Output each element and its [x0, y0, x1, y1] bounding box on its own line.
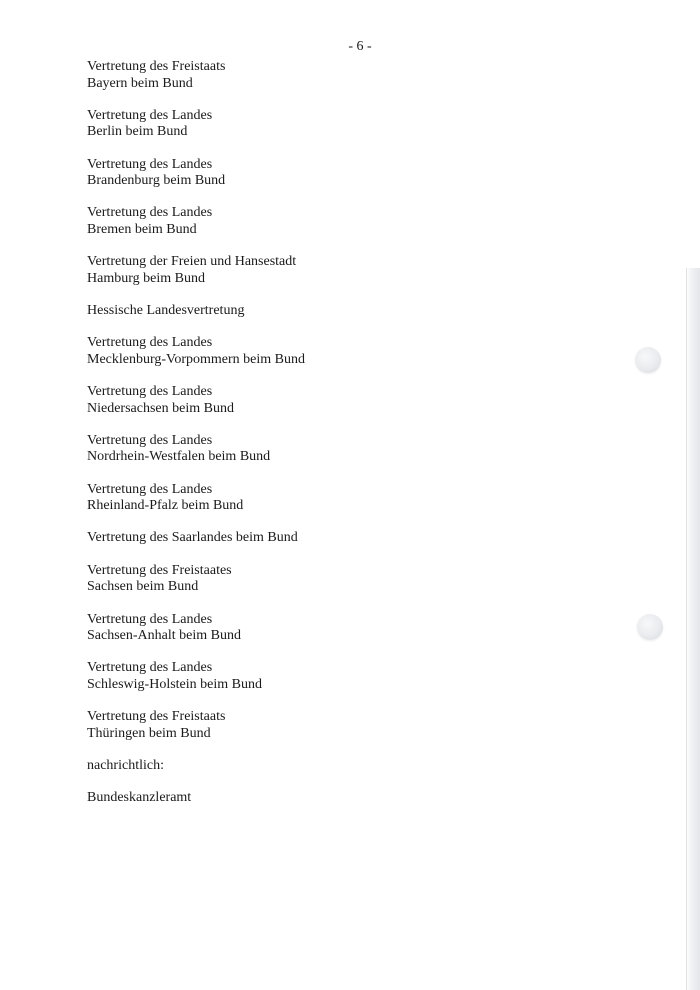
address-entry: [87, 205, 567, 238]
address-entry: [87, 303, 567, 320]
address-line: Vertretung des Landes: [87, 205, 213, 221]
address-entry: [87, 482, 567, 515]
address-line: Schleswig-Holstein beim Bund: [87, 676, 262, 692]
address-line: Nordrhein-Westfalen beim Bund: [87, 449, 271, 465]
address-line: Hessische Landesvertretung: [87, 302, 245, 318]
address-entry: [87, 530, 567, 547]
address-entry: [87, 563, 567, 596]
address-line: Rheinland-Pfalz beim Bund: [87, 498, 244, 514]
address-line: Bundeskanzleramt: [87, 790, 192, 806]
address-line: Vertretung des Saarlandes beim Bund: [87, 530, 298, 546]
address-entry: [87, 335, 567, 368]
address-entry: [87, 612, 567, 645]
address-line: Vertretung der Freien und Hansestadt: [87, 254, 297, 270]
address-entry: [87, 157, 567, 190]
address-entry: [87, 433, 567, 466]
address-entry: [87, 254, 567, 287]
address-line: Vertretung des Landes: [87, 611, 213, 627]
address-line: Bayern beim Bund: [87, 75, 193, 91]
address-line: Vertretung des Freistaats: [87, 709, 226, 725]
address-entry: [87, 108, 567, 141]
address-line: Vertretung des Landes: [87, 156, 213, 172]
address-entry: [87, 59, 567, 92]
scanned-page-edge: [686, 268, 700, 990]
address-line: Vertretung des Landes: [87, 335, 213, 351]
note-label: nachrichtlich:: [87, 757, 164, 773]
address-line: Brandenburg beim Bund: [87, 173, 226, 189]
punch-hole-icon: [637, 614, 663, 640]
address-entry: [87, 384, 567, 417]
address-line: Berlin beim Bund: [87, 124, 188, 140]
address-line: Sachsen-Anhalt beim Bund: [87, 628, 241, 644]
address-entry: [87, 660, 567, 693]
page-number: - 6 -: [348, 39, 372, 54]
address-line: Niedersachsen beim Bund: [87, 400, 234, 416]
address-line: Vertretung des Landes: [87, 481, 213, 497]
address-line: Mecklenburg-Vorpommern beim Bund: [87, 351, 306, 367]
address-line: Sachsen beim Bund: [87, 579, 199, 595]
scanned-page-edge-line: [686, 268, 687, 990]
address-line: Vertretung des Landes: [87, 432, 213, 448]
address-line: Thüringen beim Bund: [87, 725, 211, 741]
address-list: [87, 59, 567, 823]
address-line: Hamburg beim Bund: [87, 270, 205, 286]
address-entry: [87, 709, 567, 742]
address-line: Vertretung des Landes: [87, 660, 213, 676]
address-line: Vertretung des Freistaates: [87, 562, 232, 578]
address-line: Vertretung des Landes: [87, 384, 213, 400]
address-line: Vertretung des Landes: [87, 107, 213, 123]
address-entry: [87, 790, 567, 807]
address-line: Vertretung des Freistaats: [87, 59, 226, 74]
punch-hole-icon: [635, 347, 661, 373]
note-label-entry: [87, 758, 567, 775]
address-line: Bremen beim Bund: [87, 221, 197, 237]
